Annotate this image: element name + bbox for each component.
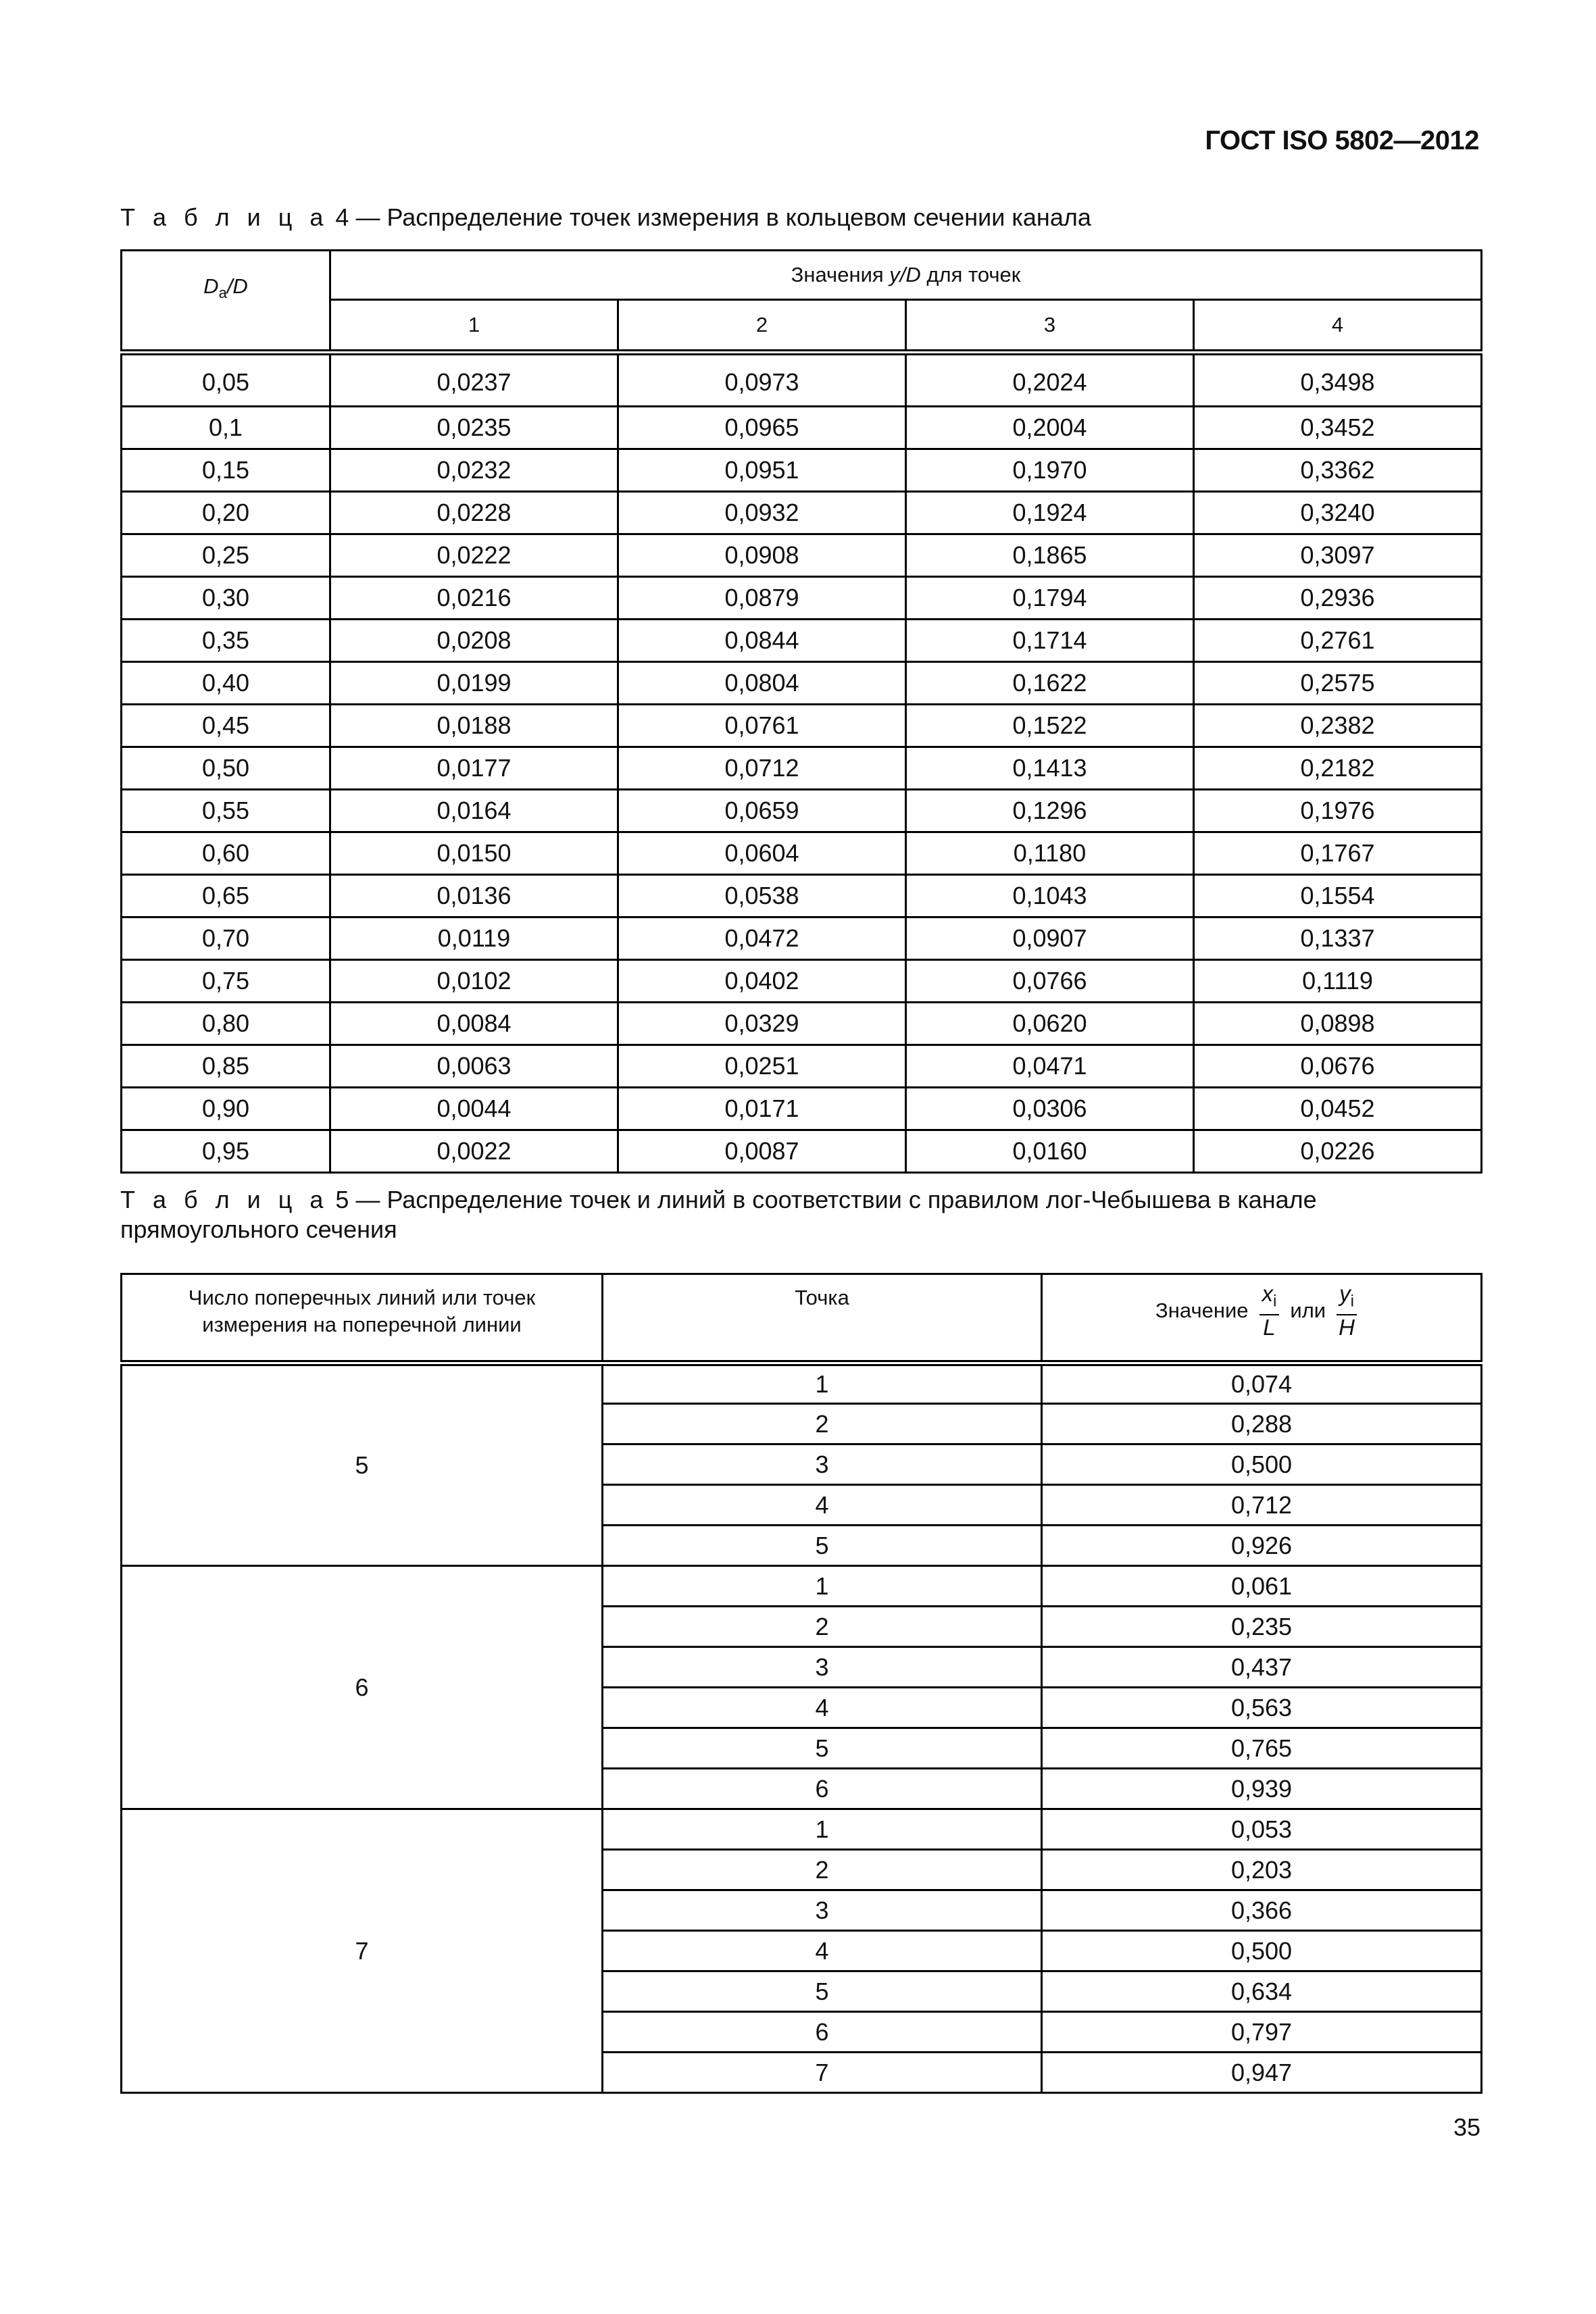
page-number: 35 [1453,2113,1480,2141]
line-count-cell: 6 [122,1566,603,1809]
table-row [122,577,1482,620]
value-cell: 0,0171 [618,1088,906,1130]
point-header: 4 [1194,300,1482,353]
ratio-cell: 0,25 [122,534,330,577]
value-cell: 0,0087 [618,1130,906,1173]
value-cell: 0,765 [1042,1728,1482,1769]
value-cell: 0,0044 [330,1088,618,1130]
ratio-cell: 0,1 [122,407,330,449]
lines-header: Число поперечных линий или точек измерения на поперечной линии [122,1274,603,1363]
value-cell: 0,634 [1042,1971,1482,2012]
value-cell: 0,2382 [1194,705,1482,747]
ratio-cell: 0,05 [122,353,330,407]
value-cell: 0,0761 [618,705,906,747]
value-cell: 0,0164 [330,790,618,832]
value-cell: 0,203 [1042,1850,1482,1890]
table-row [122,1566,1482,1607]
value-cell: 0,2761 [1194,620,1482,662]
value-cell: 0,3452 [1194,407,1482,449]
table-row [122,1003,1482,1045]
table-row [122,1130,1482,1173]
ratio-cell: 0,75 [122,960,330,1003]
point-cell: 3 [603,1444,1042,1485]
value-cell: 0,0177 [330,747,618,790]
value-cell: 0,0102 [330,960,618,1003]
da-subscript: a [218,284,227,302]
value-cell: 0,0766 [906,960,1194,1003]
point-cell: 4 [603,1688,1042,1728]
value-cell: 0,0844 [618,620,906,662]
value-cell: 0,0712 [618,747,906,790]
table-row [122,832,1482,875]
value-cell: 0,1043 [906,875,1194,917]
value-cell: 0,1296 [906,790,1194,832]
table-row [122,1809,1482,1850]
value-cell: 0,1119 [1194,960,1482,1003]
table-row [122,1088,1482,1130]
value-cell: 0,0879 [618,577,906,620]
value-cell: 0,1924 [906,492,1194,534]
ratio-cell: 0,80 [122,1003,330,1045]
value-cell: 0,0063 [330,1045,618,1088]
d-ratio: /D [226,274,248,298]
point-cell: 1 [603,1566,1042,1607]
point-cell: 3 [603,1890,1042,1931]
value-cell: 0,0208 [330,620,618,662]
table4-group-header: Значения y/D для точек [330,251,1482,300]
value-cell: 0,947 [1042,2053,1482,2093]
table-row [122,449,1482,492]
value-cell: 0,2004 [906,407,1194,449]
ratio-cell: 0,85 [122,1045,330,1088]
y-over-h-fraction: $\frac{y_i}{H}$ [1337,1282,1357,1340]
point-cell: 4 [603,1931,1042,1971]
value-cell: 0,0402 [618,960,906,1003]
ratio-cell: 0,65 [122,875,330,917]
value-cell: 0,0907 [906,917,1194,960]
table5-body [122,1363,1482,2093]
value-cell: 0,797 [1042,2012,1482,2053]
value-cell: 0,074 [1042,1363,1482,1404]
value-cell: 0,0932 [618,492,906,534]
value-cell: 0,0232 [330,449,618,492]
point-cell: 7 [603,2053,1042,2093]
value-header: Значение $\frac{x_i}{L}$ или $\frac{y_i}{H}$ [1042,1274,1482,1363]
point-header: 3 [906,300,1194,353]
point-cell: 5 [603,1971,1042,2012]
value-cell: 0,0329 [618,1003,906,1045]
table-row [122,492,1482,534]
value-cell: 0,0188 [330,705,618,747]
point-cell: 2 [603,1404,1042,1444]
value-cell: 0,500 [1042,1444,1482,1485]
value-cell: 0,0620 [906,1003,1194,1045]
table5 [120,1273,1482,2094]
value-cell: 0,0306 [906,1088,1194,1130]
point-cell: 5 [603,1526,1042,1566]
value-cell: 0,0136 [330,875,618,917]
value-cell: 0,939 [1042,1769,1482,1809]
table-row [122,407,1482,449]
value-cell: 0,288 [1042,1404,1482,1444]
ratio-cell: 0,40 [122,662,330,705]
table-row [122,1045,1482,1088]
value-cell: 0,926 [1042,1526,1482,1566]
standard-designation: ГОСТ ISO 5802—2012 [1205,126,1479,155]
point-header: 1 [330,300,618,353]
point-cell: 6 [603,2012,1042,2053]
value-cell: 0,0228 [330,492,618,534]
table-row [122,1363,1482,1404]
value-cell: 0,0471 [906,1045,1194,1088]
point-cell: 2 [603,1607,1042,1647]
value-cell: 0,3097 [1194,534,1482,577]
ratio-cell: 0,95 [122,1130,330,1173]
table-row [122,790,1482,832]
value-cell: 0,1794 [906,577,1194,620]
value-cell: 0,1714 [906,620,1194,662]
table-row [122,662,1482,705]
table4 [120,249,1482,1174]
point-cell: 4 [603,1485,1042,1526]
table-row [122,960,1482,1003]
point-cell: 1 [603,1809,1042,1850]
ratio-cell: 0,30 [122,577,330,620]
ratio-cell: 0,20 [122,492,330,534]
line-count-cell: 7 [122,1809,603,2093]
table-row [122,705,1482,747]
value-cell: 0,1180 [906,832,1194,875]
value-cell: 0,0084 [330,1003,618,1045]
value-cell: 0,1976 [1194,790,1482,832]
ratio-cell: 0,70 [122,917,330,960]
value-cell: 0,0199 [330,662,618,705]
table-row [122,353,1482,407]
value-cell: 0,0538 [618,875,906,917]
value-cell: 0,1767 [1194,832,1482,875]
ratio-cell: 0,50 [122,747,330,790]
da-symbol: D [203,274,219,298]
value-cell: 0,0898 [1194,1003,1482,1045]
value-cell: 0,366 [1042,1890,1482,1931]
value-cell: 0,0216 [330,577,618,620]
value-cell: 0,053 [1042,1809,1482,1850]
value-cell: 0,1413 [906,747,1194,790]
value-cell: 0,1554 [1194,875,1482,917]
table4-col0-header [122,251,330,353]
ratio-cell: 0,60 [122,832,330,875]
value-cell: 0,2024 [906,353,1194,407]
point-cell: 1 [603,1363,1042,1404]
value-cell: 0,0472 [618,917,906,960]
value-cell: 0,0676 [1194,1045,1482,1088]
value-cell: 0,0222 [330,534,618,577]
value-cell: 0,563 [1042,1688,1482,1728]
value-cell: 0,0659 [618,790,906,832]
value-cell: 0,1522 [906,705,1194,747]
value-cell: 0,0973 [618,353,906,407]
table5-caption-label: Т а б л и ц а [120,1186,329,1213]
value-cell: 0,0965 [618,407,906,449]
table4-caption [120,203,1480,232]
value-cell: 0,2936 [1194,577,1482,620]
point-cell: 6 [603,1769,1042,1809]
value-cell: 0,0119 [330,917,618,960]
value-cell: 0,0951 [618,449,906,492]
point-cell: 5 [603,1728,1042,1769]
ratio-cell: 0,90 [122,1088,330,1130]
value-cell: 0,0022 [330,1130,618,1173]
value-cell: 0,0237 [330,353,618,407]
value-cell: 0,061 [1042,1566,1482,1607]
ratio-cell: 0,15 [122,449,330,492]
value-cell: 0,3498 [1194,353,1482,407]
value-cell: 0,2575 [1194,662,1482,705]
table4-caption-label: Т а б л и ц а [120,203,329,231]
value-cell: 0,1970 [906,449,1194,492]
table5-caption-text: 5 — Распределение точек и линий в соответствии с правилом лог-Чебышева в канале прямоугольного сечения [120,1186,1317,1243]
value-cell: 0,3240 [1194,492,1482,534]
x-over-l-fraction: $\frac{x_i}{L}$ [1260,1282,1280,1340]
value-cell: 0,0604 [618,832,906,875]
point-header: Точка [603,1274,1042,1363]
table-row [122,534,1482,577]
table5-caption [120,1185,1480,1244]
table-row [122,917,1482,960]
line-count-cell: 5 [122,1363,603,1566]
value-cell: 0,235 [1042,1607,1482,1647]
value-cell: 0,0908 [618,534,906,577]
value-cell: 0,1337 [1194,917,1482,960]
ratio-cell: 0,55 [122,790,330,832]
point-header: 2 [618,300,906,353]
value-cell: 0,500 [1042,1931,1482,1971]
table-row [122,747,1482,790]
value-cell: 0,0452 [1194,1088,1482,1130]
value-cell: 0,0251 [618,1045,906,1088]
value-cell: 0,0226 [1194,1130,1482,1173]
value-cell: 0,437 [1042,1647,1482,1688]
value-cell: 0,0235 [330,407,618,449]
ratio-cell: 0,45 [122,705,330,747]
value-cell: 0,1622 [906,662,1194,705]
value-cell: 0,2182 [1194,747,1482,790]
table-row [122,875,1482,917]
table4-caption-text: 4 — Распределение точек измерения в кольцевом сечении канала [335,203,1091,231]
value-cell: 0,0160 [906,1130,1194,1173]
value-cell: 0,0150 [330,832,618,875]
ratio-cell: 0,35 [122,620,330,662]
value-cell: 0,3362 [1194,449,1482,492]
value-cell: 0,0804 [618,662,906,705]
table-row [122,620,1482,662]
point-cell: 2 [603,1850,1042,1890]
value-cell: 0,1865 [906,534,1194,577]
table4-body [122,353,1482,1173]
point-cell: 3 [603,1647,1042,1688]
value-cell: 0,712 [1042,1485,1482,1526]
